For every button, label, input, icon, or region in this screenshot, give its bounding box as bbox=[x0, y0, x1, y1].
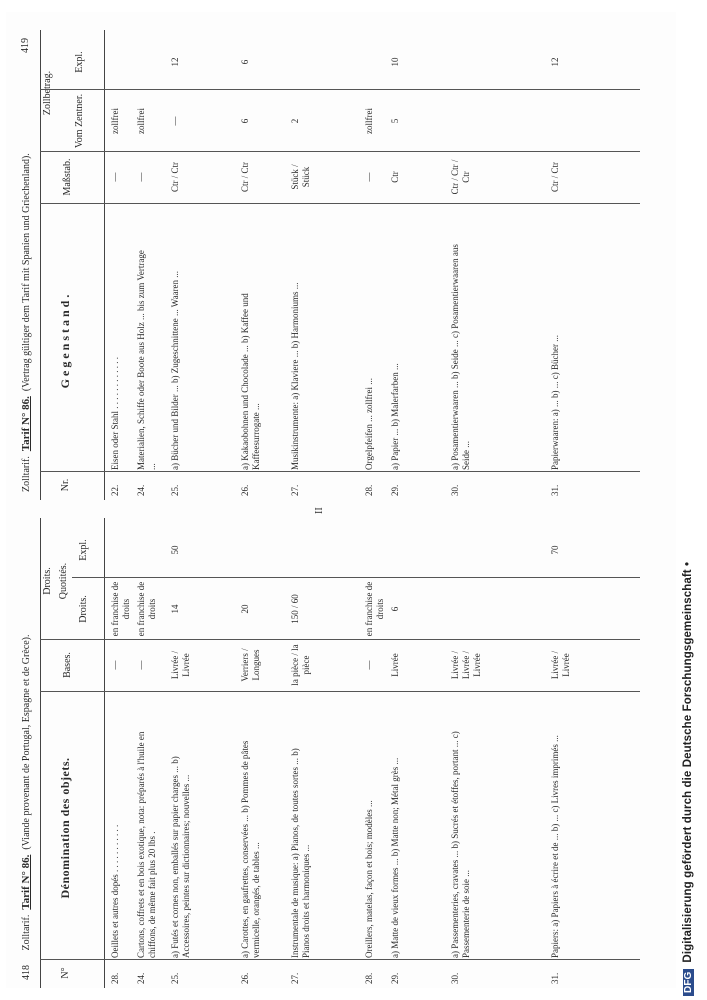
right-table-head bbox=[40, 30, 102, 500]
right-row-base: Ctr / Ctr / Ctr bbox=[450, 159, 471, 195]
right-vline-3 bbox=[40, 151, 640, 152]
left-row-number: 25. bbox=[170, 972, 180, 984]
right-row-text: a) Papier ... b) Malerfarben ... bbox=[390, 363, 400, 470]
dfg-watermark bbox=[682, 6, 700, 996]
right-row-base: — bbox=[136, 172, 146, 182]
left-head-rule bbox=[104, 518, 105, 988]
right-running-prefix: Zolltarif. bbox=[21, 456, 32, 492]
left-row-number: 24. bbox=[136, 972, 146, 984]
left-vline-3 bbox=[40, 639, 640, 640]
left-row-text: Papiers: a) Papiers à écrire et de ... b) ... c) Livres imprimés ... bbox=[550, 735, 560, 958]
right-row-text: Musikinstrumente: a) Klaviere ... b) Harmoniums ... bbox=[290, 282, 300, 470]
right-row-text: a) Bücher und Bilder ... b) Zugeschnittene ... Waaren ... bbox=[170, 270, 180, 470]
left-row-base: la pièce / la pièce bbox=[290, 644, 311, 686]
right-row-number: 27. bbox=[290, 484, 300, 496]
left-row-expl: 50 bbox=[170, 545, 180, 555]
left-row-quota: 14 bbox=[170, 604, 180, 614]
right-row-expl: 12 bbox=[170, 57, 180, 67]
left-row-number: 30. bbox=[450, 972, 460, 984]
right-running-rest: (Vertrag gültiger dem Tarif mit Spanien und Griechenland). bbox=[21, 153, 32, 392]
right-col-nr: Nr. bbox=[60, 478, 71, 492]
right-row-number: 22. bbox=[110, 484, 120, 496]
right-row-text: Eisen oder Stahl . . . . . . . . . . . . bbox=[110, 357, 120, 470]
left-row-base: Livrée / Livrée / Livrée bbox=[450, 650, 482, 680]
right-row-text: a) Kakaobohnen und Chocolade ... b) Kaffee und Kaffeesurrogate ... bbox=[240, 293, 261, 470]
left-col-quotites-a: Droits. bbox=[78, 595, 89, 623]
left-row-quota: 150 / 60 bbox=[290, 594, 300, 624]
left-col-quotites: Quotités. bbox=[58, 562, 69, 600]
right-row-number: 25. bbox=[170, 484, 180, 496]
right-row-base: — bbox=[364, 172, 374, 182]
left-row-quota: 20 bbox=[240, 604, 250, 614]
left-page bbox=[14, 518, 678, 988]
rotated-tariff-spread bbox=[14, 20, 678, 988]
left-row-number: 28. bbox=[110, 972, 120, 984]
right-row-text: Orgelpfeifen ... zollfrei ... bbox=[364, 377, 374, 470]
right-row-base: Ctr / Ctr bbox=[170, 162, 180, 193]
left-row-text: Oeillets et autres dopés . . . . . . . . . . . bbox=[110, 824, 120, 958]
right-col-zollbetrag: Zollbetrag. bbox=[42, 70, 53, 116]
left-row-text: a) Futés et cornes non, emballés sur papier charges ... b) Accessoires, peintes sur dictionnaires; nouvelles ... bbox=[170, 756, 191, 958]
right-row-quota: zollfrei bbox=[110, 108, 120, 134]
right-row-quota: 2 bbox=[290, 118, 300, 124]
dfg-logo: DFG bbox=[683, 969, 694, 996]
right-row-text: Papierwaaren: a) ... b) ... c) Bücher ... bbox=[550, 335, 560, 470]
left-row-text: Cartons, coffrets et en bois exotique, nota: préparés à l'huile en chiffons, de même fait plus 20 lbs . bbox=[136, 731, 157, 958]
right-page bbox=[14, 30, 678, 500]
left-running-head bbox=[20, 526, 36, 980]
right-row-quota: 5 bbox=[390, 118, 400, 124]
left-row-expl: 70 bbox=[550, 545, 560, 555]
right-vline-1 bbox=[40, 471, 640, 472]
left-vline-2 bbox=[40, 691, 640, 692]
right-col-gegenstand: Gegenstand. bbox=[58, 291, 72, 389]
right-row-expl: 10 bbox=[390, 57, 400, 67]
right-row-base: Stück / Stück bbox=[290, 164, 311, 190]
right-col-zollbetrag-b: Expl. bbox=[74, 51, 85, 73]
right-row-number: 30. bbox=[450, 484, 460, 496]
right-row-quota: zollfrei bbox=[364, 108, 374, 134]
right-row-base: Ctr bbox=[390, 171, 400, 183]
right-row-quota: 6 bbox=[240, 118, 250, 124]
right-row-number: 29. bbox=[390, 484, 400, 496]
left-row-text: Oreillers, matelas, façon et bois; modèles ... bbox=[364, 800, 374, 958]
right-vline-4 bbox=[40, 89, 640, 90]
left-row-quota: en franchise de droits bbox=[136, 581, 157, 637]
left-row-base: Verriers / Longues bbox=[240, 648, 261, 682]
right-row-expl: 12 bbox=[550, 57, 560, 67]
left-row-quota: en franchise de droits bbox=[110, 581, 131, 637]
left-row-number: 27. bbox=[290, 972, 300, 984]
right-row-number: 24. bbox=[136, 484, 146, 496]
left-page-number: 418 bbox=[21, 965, 32, 980]
left-row-base: — bbox=[110, 660, 120, 670]
left-row-base: Livrée / Livrée bbox=[550, 650, 571, 680]
left-row-text: a) Carottes, en gaufrettes, conservées ... b) Pommes de pâtes vermicelle, orangés, de tables ... bbox=[240, 740, 261, 958]
left-row-text: Instrumentale de musique: a) Pianos, de toutes sortes ... b) Pianos droits et harmoniques ... bbox=[290, 748, 311, 958]
right-running-head-title: Tarif N° 86. bbox=[20, 396, 32, 452]
right-running-head bbox=[20, 38, 36, 492]
right-head-rule bbox=[104, 30, 105, 500]
left-row-number: 29. bbox=[390, 972, 400, 984]
left-col-bases: Bases. bbox=[62, 652, 73, 678]
left-row-number: 31. bbox=[550, 972, 560, 984]
left-row-text: a) Passementeries, cravates ... b) Sucrés et étoffes, portant ... c) Passementerie de soie ... bbox=[450, 731, 471, 958]
right-row-text: Materialien, Schiffe oder Boote aus Holz ... bis zum Vertrage ... bbox=[136, 250, 157, 470]
left-row-base: — bbox=[136, 660, 146, 670]
left-col-nr: N° bbox=[60, 967, 71, 979]
right-row-number: 31. bbox=[550, 484, 560, 496]
left-row-number: 28. bbox=[364, 972, 374, 984]
right-row-text: a) Posamentierwaaren ... b) Seide ... c) Posamentierwaaren aus Seide ... bbox=[450, 244, 471, 470]
left-running-rest: (Viande provenant de Portugal, Espagne et de Grèce). bbox=[21, 634, 32, 850]
right-row-quota: zollfrei bbox=[136, 108, 146, 134]
watermark-text: Digitalisierung gefördert durch die Deutsche Forschungsgemeinschaft • bbox=[682, 561, 694, 963]
left-vline-1 bbox=[40, 959, 640, 960]
left-row-base: — bbox=[364, 660, 374, 670]
right-row-expl: 6 bbox=[240, 59, 250, 65]
right-row-number: 28. bbox=[364, 484, 374, 496]
left-running-head-title: Tarif N° 86. bbox=[20, 854, 32, 910]
right-col-masstab: Maßstab. bbox=[62, 158, 73, 196]
left-vline-4 bbox=[72, 577, 640, 578]
left-col-denomination: Dénomination des objets. bbox=[58, 757, 72, 899]
center-mark: II bbox=[314, 507, 325, 514]
left-row-base: Livrée / Livrée bbox=[170, 650, 191, 680]
left-row-quota: 6 bbox=[390, 606, 400, 612]
right-row-quota: — bbox=[170, 116, 180, 126]
left-table-head bbox=[40, 518, 102, 988]
right-row-base: Ctr / Ctr bbox=[240, 162, 250, 193]
left-running-prefix: Zolltarif. bbox=[21, 914, 32, 951]
right-row-base: — bbox=[110, 172, 120, 182]
right-col-zollbetrag-a: Vom Zentner. bbox=[74, 93, 85, 149]
left-col-quotites-b: Expl. bbox=[78, 539, 89, 561]
left-row-quota: en franchise de droits bbox=[364, 581, 385, 637]
right-vline-2 bbox=[40, 203, 640, 204]
right-page-number: 419 bbox=[20, 38, 31, 53]
left-col-droits: Droits. bbox=[42, 567, 53, 595]
scanned-document-page bbox=[6, 12, 676, 988]
left-row-number: 26. bbox=[240, 972, 250, 984]
left-row-base: Livrée bbox=[390, 653, 400, 677]
left-row-text: a) Matte de vieux formes ... b) Matte non; Métal grès ... bbox=[390, 757, 400, 958]
right-row-number: 26. bbox=[240, 484, 250, 496]
right-row-base: Ctr / Ctr bbox=[550, 162, 560, 193]
